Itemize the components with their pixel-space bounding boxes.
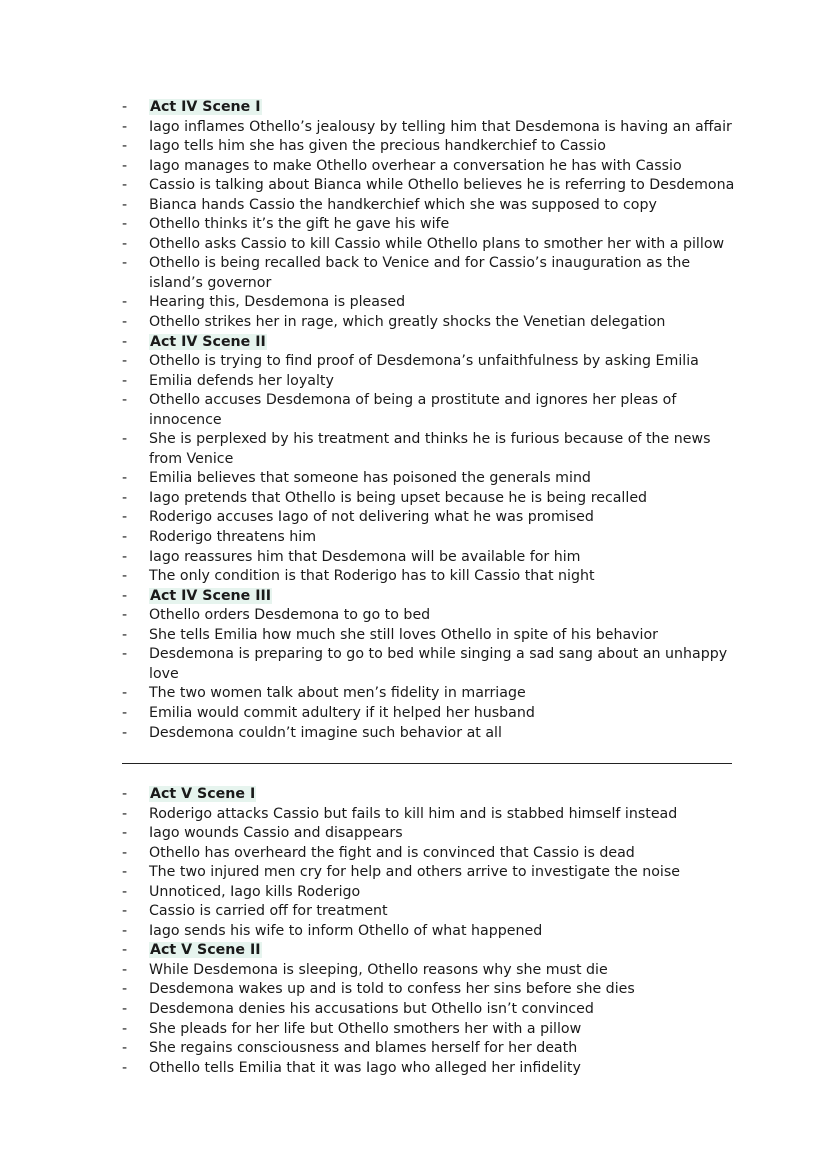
bullet-dash: - xyxy=(122,1001,128,1018)
bullet-text: Bianca hands Cassio the handkerchief which she was supposed to copy xyxy=(149,196,657,213)
act-iv-summary-list xyxy=(122,98,742,743)
bullet-text: Othello thinks it’s the gift he gave his wife xyxy=(149,216,450,233)
bullet-text: The two injured men cry for help and others arrive to investigate the noise xyxy=(149,864,680,881)
bullet-item xyxy=(122,961,742,981)
bullet-item xyxy=(122,805,742,825)
bullet-item xyxy=(122,1059,742,1079)
scene-heading xyxy=(122,587,742,607)
bullet-item xyxy=(122,567,742,587)
bullet-dash: - xyxy=(122,981,128,998)
bullet-item xyxy=(122,606,742,626)
bullet-dash: - xyxy=(122,805,128,822)
bullet-item xyxy=(122,372,742,392)
bullet-dash: - xyxy=(122,1020,128,1037)
bullet-text: Emilia would commit adultery if it helped her husband xyxy=(149,704,535,721)
bullet-text: Cassio is talking about Bianca while Othello believes he is referring to Desdemona xyxy=(149,177,735,194)
bullet-dash: - xyxy=(122,196,128,213)
scene-heading-label: Act V Scene II xyxy=(150,942,261,959)
bullet-dash: - xyxy=(122,942,128,959)
bullet-text: Iago wounds Cassio and disappears xyxy=(149,825,403,842)
scene-heading xyxy=(122,333,742,353)
bullet-dash: - xyxy=(122,704,128,721)
bullet-text: Unnoticed, Iago kills Roderigo xyxy=(149,883,361,900)
scene-heading-text xyxy=(149,785,742,805)
bullet-dash: - xyxy=(122,255,128,272)
bullet-dash: - xyxy=(122,903,128,920)
bullet-item xyxy=(122,626,742,646)
bullet-dash: - xyxy=(122,961,128,978)
scene-heading-label: Act IV Scene II xyxy=(150,333,266,350)
bullet-text: She regains consciousness and blames herself for her death xyxy=(149,1040,578,1057)
scene-heading-text xyxy=(149,333,742,353)
bullet-item xyxy=(122,863,742,883)
bullet-item xyxy=(122,430,742,469)
bullet-text: Iago sends his wife to inform Othello of what happened xyxy=(149,922,543,939)
bullet-text: While Desdemona is sleeping, Othello reasons why she must die xyxy=(149,961,608,978)
bullet-item xyxy=(122,883,742,903)
bullet-dash: - xyxy=(122,216,128,233)
bullet-item xyxy=(122,391,742,430)
bullet-item xyxy=(122,215,742,235)
bullet-item xyxy=(122,313,742,333)
bullet-item xyxy=(122,254,742,293)
bullet-dash: - xyxy=(122,568,128,585)
bullet-dash: - xyxy=(122,1059,128,1076)
bullet-item xyxy=(122,980,742,1000)
bullet-text: Othello is trying to find proof of Desdemona’s unfaithfulness by asking Emilia xyxy=(149,353,699,370)
bullet-item xyxy=(122,489,742,509)
bullet-text: She is perplexed by his treatment and thinks he is furious because of the news from Venice xyxy=(149,431,711,467)
bullet-item xyxy=(122,469,742,489)
scene-heading-label: Act IV Scene III xyxy=(150,587,272,604)
bullet-text: Desdemona denies his accusations but Othello isn’t convinced xyxy=(149,1001,594,1018)
bullet-text: Iago tells him she has given the precious handkerchief to Cassio xyxy=(149,138,606,155)
bullet-dash: - xyxy=(122,509,128,526)
scene-heading xyxy=(122,941,742,961)
bullet-text: Iago reassures him that Desdemona will be available for him xyxy=(149,548,581,565)
bullet-text: Othello strikes her in rage, which greatly shocks the Venetian delegation xyxy=(149,314,666,331)
bullet-text: Othello accuses Desdemona of being a prostitute and ignores her pleas of innocence xyxy=(149,392,677,428)
bullet-dash: - xyxy=(122,157,128,174)
bullet-text: Roderigo threatens him xyxy=(149,529,317,546)
bullet-dash: - xyxy=(122,844,128,861)
bullet-dash: - xyxy=(122,626,128,643)
scene-heading xyxy=(122,98,742,118)
scene-heading-text xyxy=(149,587,742,607)
bullet-text: She tells Emilia how much she still loves Othello in spite of his behavior xyxy=(149,626,658,643)
bullet-dash: - xyxy=(122,372,128,389)
bullet-item xyxy=(122,1020,742,1040)
bullet-dash: - xyxy=(122,864,128,881)
bullet-item xyxy=(122,508,742,528)
bullet-text: Iago manages to make Othello overhear a conversation he has with Cassio xyxy=(149,157,682,174)
bullet-dash: - xyxy=(122,1040,128,1057)
bullet-text: Iago inflames Othello’s jealousy by telling him that Desdemona is having an affair xyxy=(149,118,732,135)
bullet-dash: - xyxy=(122,314,128,331)
bullet-item xyxy=(122,1039,742,1059)
bullet-dash: - xyxy=(122,825,128,842)
bullet-text: The two women talk about men’s fidelity in marriage xyxy=(149,685,526,702)
bullet-text: Othello has overheard the fight and is convinced that Cassio is dead xyxy=(149,844,635,861)
bullet-item xyxy=(122,176,742,196)
bullet-text: The only condition is that Roderigo has to kill Cassio that night xyxy=(149,568,595,585)
bullet-text: Othello orders Desdemona to go to bed xyxy=(149,607,431,624)
act-v-summary-list xyxy=(122,785,742,1078)
bullet-item xyxy=(122,844,742,864)
bullet-dash: - xyxy=(122,529,128,546)
bullet-text: Othello asks Cassio to kill Cassio while Othello plans to smother her with a pillow xyxy=(149,235,725,252)
bullet-item xyxy=(122,157,742,177)
bullet-dash: - xyxy=(122,294,128,311)
bullet-item xyxy=(122,704,742,724)
bullet-item xyxy=(122,724,742,744)
bullet-item xyxy=(122,137,742,157)
scene-heading-text xyxy=(149,98,742,118)
bullet-item xyxy=(122,922,742,942)
bullet-dash: - xyxy=(122,646,128,663)
bullet-text: Emilia defends her loyalty xyxy=(149,372,334,389)
bullet-text: Othello is being recalled back to Venice and for Cassio’s inauguration as the island’s governor xyxy=(149,255,691,291)
bullet-dash: - xyxy=(122,118,128,135)
bullet-item xyxy=(122,548,742,568)
scene-heading xyxy=(122,785,742,805)
scene-heading-label: Act IV Scene I xyxy=(150,99,261,115)
bullet-dash: - xyxy=(122,786,128,802)
section-divider xyxy=(122,763,732,764)
bullet-dash: - xyxy=(122,431,128,448)
bullet-item xyxy=(122,352,742,372)
bullet-dash: - xyxy=(122,333,128,350)
bullet-text: Emilia believes that someone has poisoned the generals mind xyxy=(149,470,591,487)
bullet-text: Desdemona wakes up and is told to confess her sins before she dies xyxy=(149,981,635,998)
bullet-item xyxy=(122,196,742,216)
bullet-dash: - xyxy=(122,883,128,900)
bullet-text: She pleads for her life but Othello smothers her with a pillow xyxy=(149,1020,582,1037)
bullet-text: Cassio is carried off for treatment xyxy=(149,903,388,920)
bullet-text: Hearing this, Desdemona is pleased xyxy=(149,294,406,311)
bullet-item xyxy=(122,528,742,548)
bullet-dash: - xyxy=(122,922,128,939)
bullet-item xyxy=(122,902,742,922)
bullet-item xyxy=(122,235,742,255)
bullet-dash: - xyxy=(122,235,128,252)
bullet-dash: - xyxy=(122,177,128,194)
bullet-text: Othello tells Emilia that it was Iago who alleged her infidelity xyxy=(149,1059,581,1076)
bullet-text: Desdemona is preparing to go to bed while singing a sad sang about an unhappy love xyxy=(149,646,728,682)
bullet-dash: - xyxy=(122,353,128,370)
bullet-dash: - xyxy=(122,548,128,565)
bullet-dash: - xyxy=(122,724,128,741)
bullet-item xyxy=(122,293,742,313)
bullet-item xyxy=(122,824,742,844)
bullet-text: Roderigo attacks Cassio but fails to kill him and is stabbed himself instead xyxy=(149,805,678,822)
bullet-item xyxy=(122,645,742,684)
bullet-dash: - xyxy=(122,489,128,506)
bullet-dash: - xyxy=(122,685,128,702)
bullet-text: Roderigo accuses Iago of not delivering what he was promised xyxy=(149,509,594,526)
bullet-item xyxy=(122,684,742,704)
bullet-item xyxy=(122,118,742,138)
bullet-dash: - xyxy=(122,607,128,624)
bullet-dash: - xyxy=(122,470,128,487)
bullet-text: Desdemona couldn’t imagine such behavior at all xyxy=(149,724,502,741)
bullet-text: Iago pretends that Othello is being upset because he is being recalled xyxy=(149,489,648,506)
bullet-dash: - xyxy=(122,587,128,604)
bullet-dash: - xyxy=(122,138,128,155)
bullet-dash: - xyxy=(122,99,128,115)
bullet-dash: - xyxy=(122,392,128,409)
scene-heading-text xyxy=(149,941,742,961)
scene-heading-label: Act V Scene I xyxy=(150,786,256,802)
bullet-item xyxy=(122,1000,742,1020)
